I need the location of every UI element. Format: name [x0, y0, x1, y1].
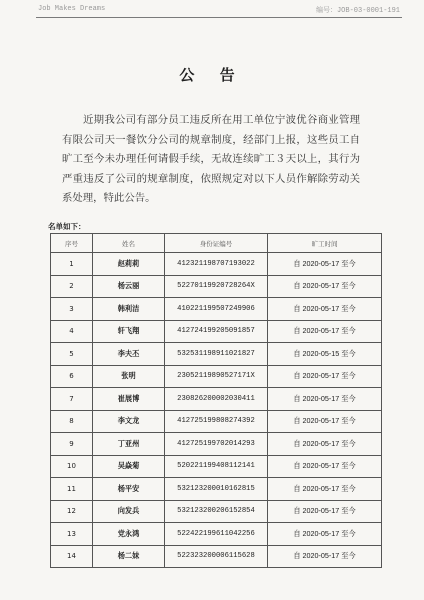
row-seq: 2: [51, 275, 93, 298]
row-absence-time: 自 2020-05-17 至今: [268, 433, 382, 456]
row-name: 杨二妹: [93, 545, 165, 568]
row-absence-time: 自 2020-05-17 至今: [268, 298, 382, 321]
row-name: 向发兵: [93, 500, 165, 523]
row-absence-time: 自 2020-05-17 至今: [268, 253, 382, 276]
row-seq: 5: [51, 343, 93, 366]
row-seq: 4: [51, 320, 93, 343]
row-seq: 10: [51, 455, 93, 478]
row-name: 吴焱菊: [93, 455, 165, 478]
row-name: 杨云丽: [93, 275, 165, 298]
employee-table: [50, 233, 382, 568]
row-name: 李文龙: [93, 410, 165, 433]
row-seq: 11: [51, 478, 93, 501]
header-name: 姓名: [93, 234, 165, 253]
row-absence-time: 自 2020-05-15 至今: [268, 343, 382, 366]
row-id-number: 532123200010162815: [165, 478, 268, 501]
row-seq: 14: [51, 545, 93, 568]
row-id-number: 23052119890527171X: [165, 365, 268, 388]
table-row: [51, 478, 382, 501]
row-name: 韩利洁: [93, 298, 165, 321]
header-absence-time: 旷工时间: [268, 234, 382, 253]
row-seq: 13: [51, 523, 93, 546]
row-absence-time: 自 2020-05-17 至今: [268, 478, 382, 501]
table-row: [51, 455, 382, 478]
row-absence-time: 自 2020-05-17 至今: [268, 455, 382, 478]
row-name: 赵莉莉: [93, 253, 165, 276]
header-slogan: Job Makes Dreams: [38, 5, 106, 13]
row-absence-time: 自 2020-05-17 至今: [268, 365, 382, 388]
row-seq: 7: [51, 388, 93, 411]
table-row: [51, 410, 382, 433]
row-name: 丁亚州: [93, 433, 165, 456]
table-row: [51, 500, 382, 523]
row-id-number: 532123200206152854: [165, 500, 268, 523]
table-row: [51, 388, 382, 411]
row-seq: 1: [51, 253, 93, 276]
page-header: [38, 3, 400, 17]
table-row: [51, 320, 382, 343]
row-id-number: 532531198911021827: [165, 343, 268, 366]
row-seq: 12: [51, 500, 93, 523]
row-name: 轩飞翔: [93, 320, 165, 343]
header-divider: [36, 17, 402, 18]
row-id-number: 412725199702014293: [165, 433, 268, 456]
row-id-number: 410221199507249906: [165, 298, 268, 321]
row-name: 崔展博: [93, 388, 165, 411]
notice-body: 近期我公司有部分员工违反所在用工单位宁波优谷商业管理有限公司天一餐饮分公司的规章制度，经部门上报，这些员工自旷工至今未办理任何请假手续，无故连续旷工３天以上，其行为严重违反了公司的规章制度，依照规定对以下人员作解除劳动关系处理，特此公告。: [62, 114, 360, 204]
row-absence-time: 自 2020-05-17 至今: [268, 523, 382, 546]
row-seq: 6: [51, 365, 93, 388]
table-row: [51, 275, 382, 298]
table-row: [51, 433, 382, 456]
table-row: [51, 365, 382, 388]
header-id-number: 身份证编号: [165, 234, 268, 253]
table-row: [51, 298, 382, 321]
row-id-number: 520221199408112141: [165, 455, 268, 478]
row-name: 李夫丕: [93, 343, 165, 366]
row-absence-time: 自 2020-05-17 至今: [268, 320, 382, 343]
row-seq: 3: [51, 298, 93, 321]
row-absence-time: 自 2020-05-17 至今: [268, 388, 382, 411]
row-absence-time: 自 2020-05-17 至今: [268, 275, 382, 298]
row-absence-time: 自 2020-05-17 至今: [268, 545, 382, 568]
row-id-number: 230826200002030411: [165, 388, 268, 411]
row-id-number: 52270119920728264X: [165, 275, 268, 298]
row-id-number: 412724199205091857: [165, 320, 268, 343]
table-header-row: [51, 234, 382, 253]
row-name: 杨平安: [93, 478, 165, 501]
page-title: 公 告: [179, 66, 245, 84]
header-seq: 序号: [51, 234, 93, 253]
row-id-number: 522422199611042256: [165, 523, 268, 546]
table-row: [51, 253, 382, 276]
list-label: 名单如下：: [48, 222, 86, 231]
row-absence-time: 自 2020-05-17 至今: [268, 410, 382, 433]
header-doc-number: 编号：JOB-03-0001-191: [315, 7, 400, 15]
row-seq: 9: [51, 433, 93, 456]
row-name: 党永鸿: [93, 523, 165, 546]
row-name: 张明: [93, 365, 165, 388]
table-row: [51, 545, 382, 568]
row-seq: 8: [51, 410, 93, 433]
table-row: [51, 343, 382, 366]
row-absence-time: 自 2020-05-17 至今: [268, 500, 382, 523]
row-id-number: 412321198707193022: [165, 253, 268, 276]
table-row: [51, 523, 382, 546]
row-id-number: 522323200006115628: [165, 545, 268, 568]
row-id-number: 412725199808274392: [165, 410, 268, 433]
